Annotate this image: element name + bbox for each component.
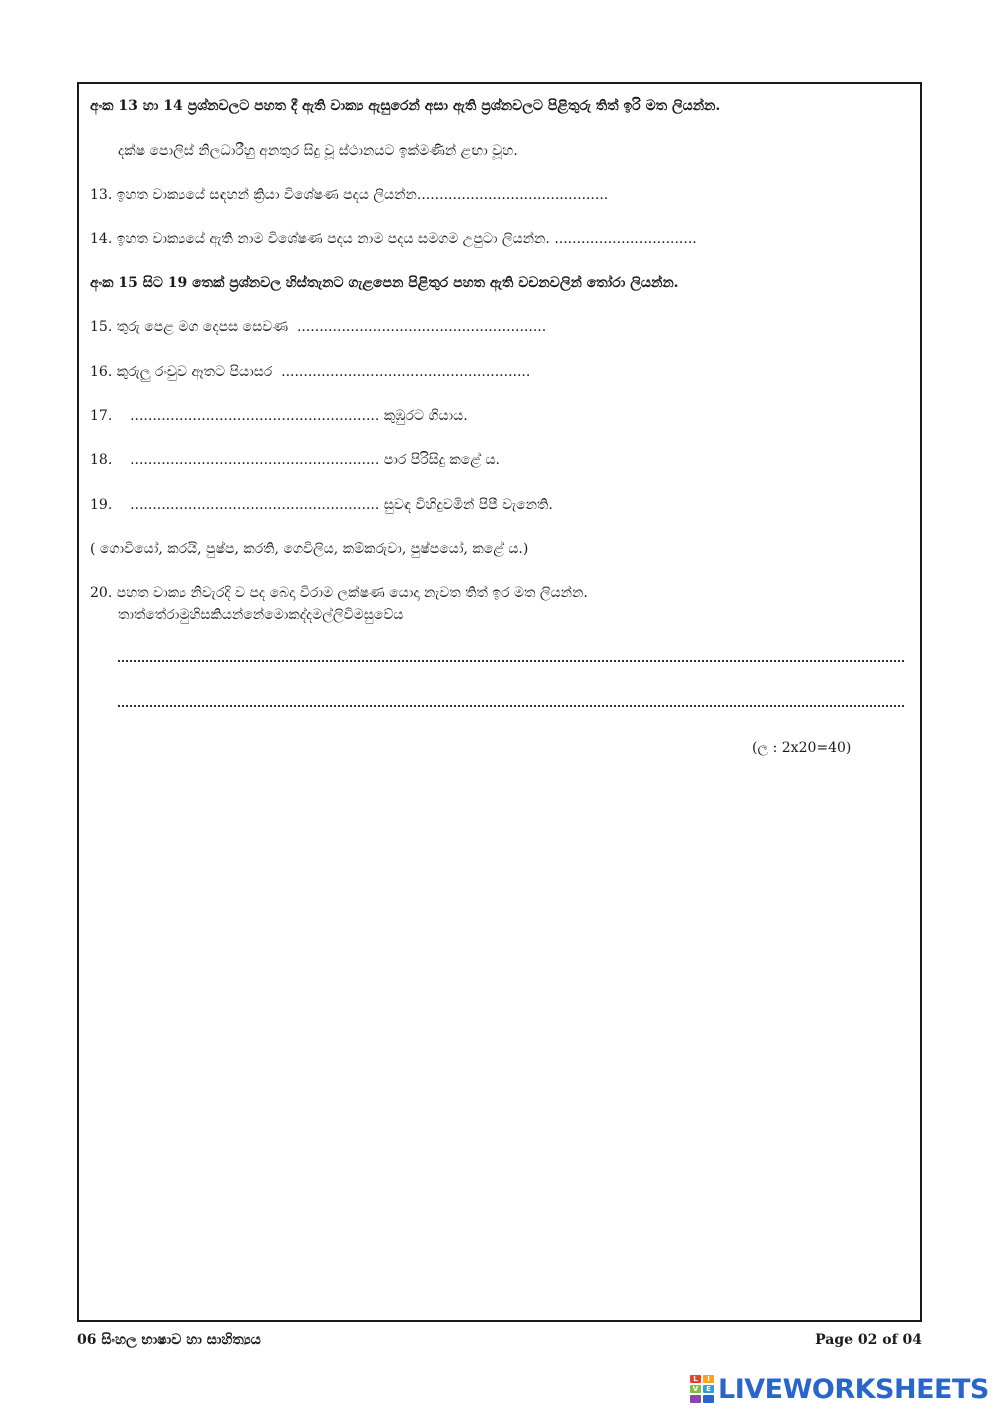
question-17 <box>90 406 468 426</box>
answer-blank-17[interactable]: ........................................................ <box>130 408 380 424</box>
question-text: පාර පිරිසිදු කළේ ය. <box>383 452 500 468</box>
logo-tile: E <box>703 1385 714 1393</box>
given-sentence: දක්ෂ පොලිස් නිලධාරීහු අනතුර සිදු වූ ස්ථානයට ඉක්මණින් ළඟා වූහ. <box>118 143 518 159</box>
question-number: 18. <box>90 452 113 468</box>
logo-tile: I <box>703 1375 714 1383</box>
question-number: 19. <box>90 497 113 513</box>
logo-icon <box>690 1375 714 1403</box>
logo-tile <box>690 1395 701 1403</box>
answer-blank-14[interactable]: ................................ <box>554 231 697 247</box>
question-text: පහත වාක්‍ය නිවැරදි ව පද බෙදා විරාම ලක්ෂණ යොදා නැවත තිත් ඉර මත ලියන්න. <box>116 585 588 601</box>
question-number: 14. <box>90 231 113 247</box>
brand-name: LIVEWORKSHEETS <box>718 1373 989 1405</box>
marks-allocation: (ල : 2x20=40) <box>752 740 852 756</box>
answer-blank-13[interactable]: .......................................... <box>421 187 609 203</box>
question-number: 13. <box>90 187 113 203</box>
question-14 <box>90 229 697 249</box>
section-b-instruction: අංක 15 සිට 19 තෙක් ප්‍රශ්නවල හිස්තැනට ගැළපෙන පිළිතුර පහත ඇති වචනවලින් තෝරා ලියන්න. <box>90 275 679 291</box>
question-15 <box>90 317 546 337</box>
footer-subject: 06 සිංහල භාෂාව හා සාහිත්‍යය <box>77 1332 261 1348</box>
question-19 <box>90 495 553 515</box>
question-20 <box>90 583 588 603</box>
answer-blank-15[interactable]: ........................................................ <box>296 319 547 335</box>
answer-blank-19[interactable]: ........................................................ <box>130 497 380 513</box>
question-number: 16. <box>90 364 113 380</box>
question-18 <box>90 450 500 470</box>
logo-tile <box>703 1395 714 1403</box>
question-13 <box>90 185 608 205</box>
answer-line-20b[interactable] <box>118 705 904 707</box>
question-number: 15. <box>90 319 113 335</box>
logo-tile: L <box>690 1375 701 1383</box>
question-16 <box>90 362 530 382</box>
question-text: කුරුලු රංචුව ඈතට පියාසර <box>116 364 273 380</box>
question-text: සුවඳ විහිදුවමින් පිපී වැනෙති. <box>383 497 553 513</box>
page-number: Page 02 of 04 <box>815 1332 922 1348</box>
question-number: 17. <box>90 408 113 424</box>
liveworksheets-logo <box>690 1372 989 1406</box>
section-a-instruction: අංක 13 හා 14 ප්‍රශ්නවලට පහත දී ඇති වාක්‍ය ඇසුරෙන් අසා ඇති ප්‍රශ්නවලට පිළිතුරු තිත් ඉරි මත ලියන්න. <box>90 98 721 114</box>
worksheet-border <box>77 82 922 1322</box>
question-text: ඉහත වාක්‍යයේ සඳහන් ක්‍රියා විශේෂණ පදය ලියන්න. <box>116 187 422 203</box>
question-text: කුඹුරට ගියාය. <box>383 408 468 424</box>
question-number: 20. <box>90 585 113 601</box>
answer-line-20a[interactable] <box>118 660 904 662</box>
logo-tile: V <box>690 1385 701 1393</box>
answer-blank-18[interactable]: ........................................................ <box>130 452 380 468</box>
question-text: ඉහත වාක්‍යයේ ඇති නාම විශේෂණ පදය නාම පදය සමගම උපුටා ලියන්න. <box>116 231 550 247</box>
unpunctuated-sentence: තාත්තේරාමුහිසකියන්නේමොකද්දමල්ලිවිමසුවේය <box>118 607 404 623</box>
answer-blank-16[interactable]: ........................................................ <box>281 364 531 380</box>
question-text: තුරු පෙළ මග දෙපස සෙවණ <box>116 319 289 335</box>
word-bank: ( ගොවියෝ, කරයි, පුෂ්ප, කරති, ගෙවිලිය, කම්කරුවා, පුෂ්පයෝ, කළේ ය.) <box>90 541 529 557</box>
